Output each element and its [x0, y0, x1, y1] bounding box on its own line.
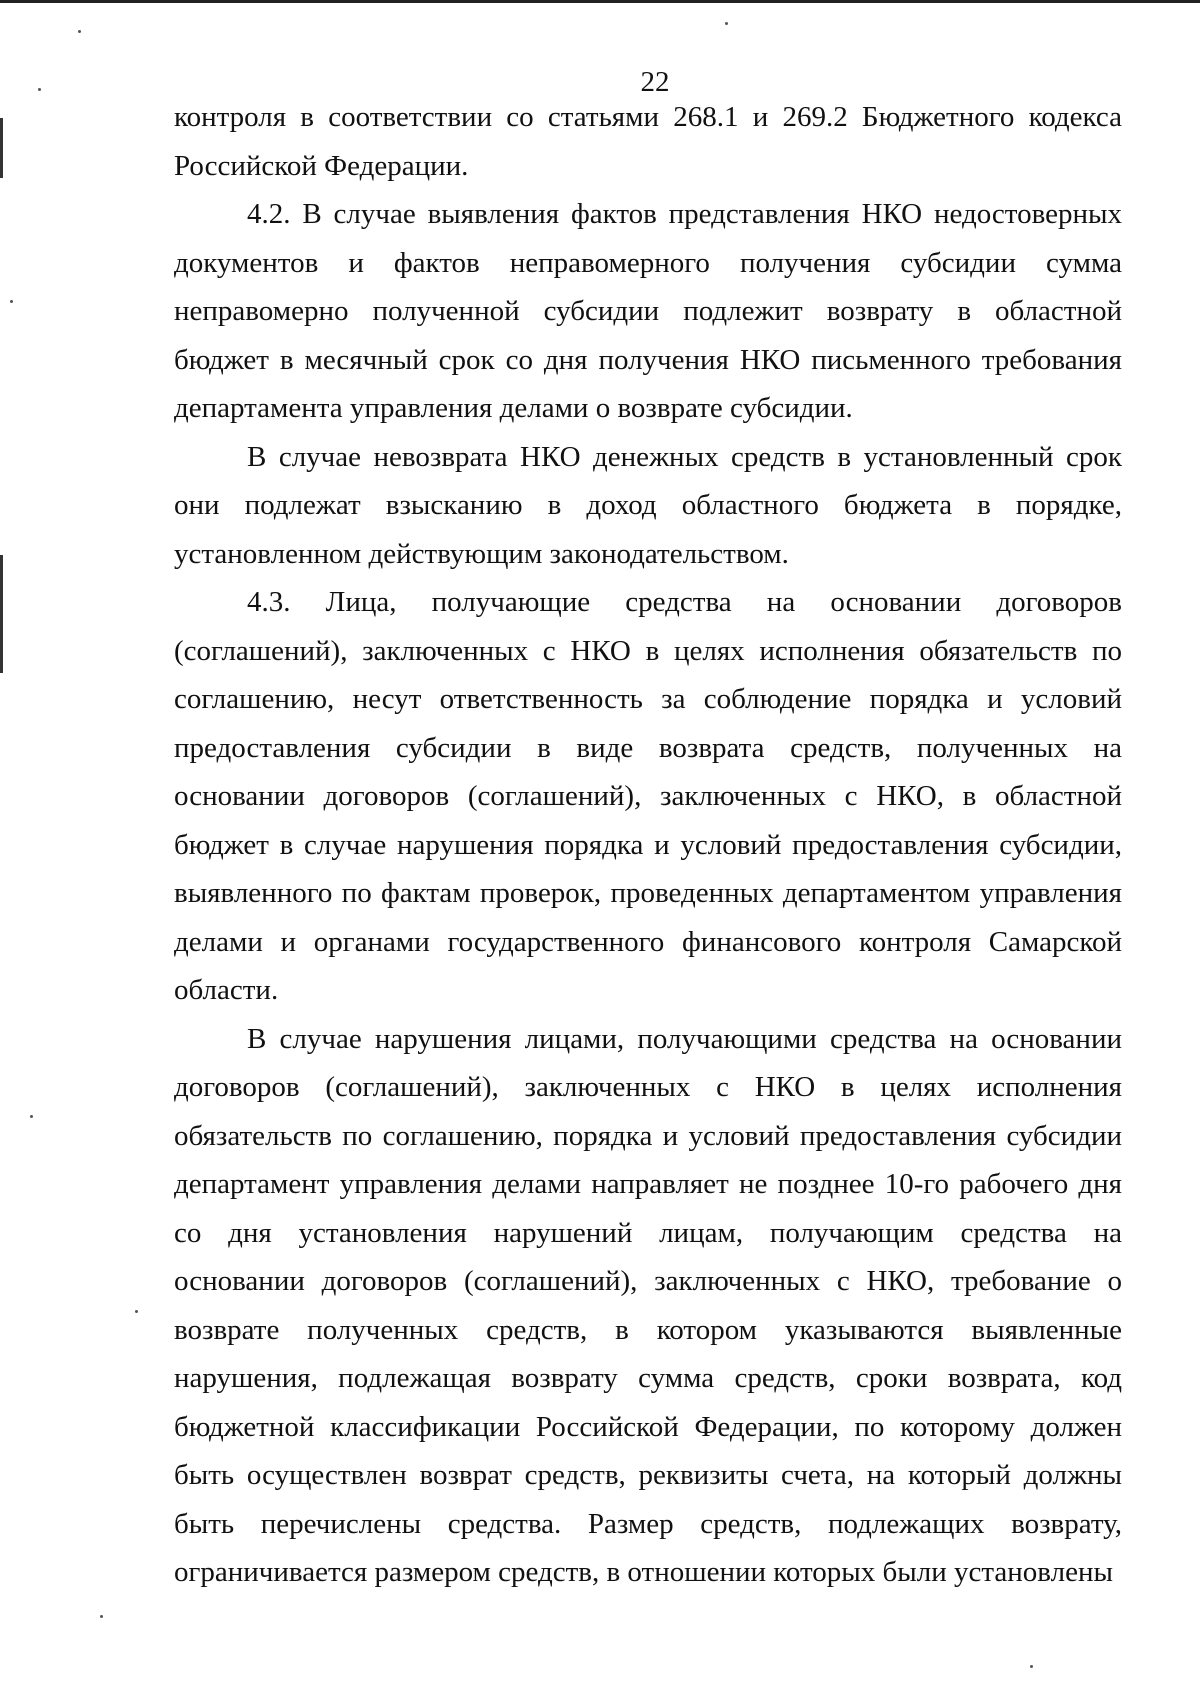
page-number: 22 — [640, 66, 670, 98]
scan-speck — [135, 1310, 138, 1313]
paragraph-clause-4-2: 4.2. В случае выявления фактов представления НКО недостоверных документов и фактов неправомерного получения субсидии сумма неправомерно полученной субсидии подлежит возврату в областной бюджет в месячный срок со дня получения НКО письменного требования департамента управления делами о возврате субсидии. — [174, 198, 1122, 424]
scan-speck — [1030, 1665, 1033, 1668]
document-body — [174, 93, 1122, 1597]
scan-speck — [725, 22, 728, 25]
scan-left-edge-mark — [0, 118, 3, 178]
paragraph-control-reference: контроля в соответствии со статьями 268.1 и 269.2 Бюджетного кодекса Российской Федерации. — [174, 101, 1122, 182]
scan-speck — [10, 300, 13, 303]
scan-speck — [100, 1615, 103, 1618]
scan-speck — [78, 30, 81, 33]
scan-top-edge-line — [0, 0, 1200, 3]
paragraph-non-return-recovery: В случае невозврата НКО денежных средств в установленный срок они подлежат взысканию в доход областного бюджета в порядке, установленном действующим законодательством. — [174, 440, 1122, 570]
scan-left-edge-mark — [0, 555, 3, 673]
scan-speck — [30, 1115, 33, 1118]
paragraph-violation-return-demand: В случае нарушения лицами, получающими средства на основании договоров (соглашений), заключенных с НКО в целях исполнения обязательств по соглашению, порядка и условий предоставления субсидии департамент управления делами направляет не позднее 10-го рабочего дня со дня установления нарушений лицам, получающим средства на основании договоров (соглашений), заключенных с НКО, требование о возврате полученных средств, в котором указываются выявленные нарушения, подлежащая возврату сумма средств, сроки возврата, код бюджетной классификации Российской Федерации, по которому должен быть осуществлен возврат средств, реквизиты счета, на который должны быть перечислены средства. Размер средств, подлежащих возврату, ограничивается размером средств, в отношении которых были установлены — [174, 1022, 1122, 1588]
paragraph-clause-4-3: 4.3. Лица, получающие средства на основании договоров (соглашений), заключенных с НКО в целях исполнения обязательств по соглашению, несут ответственность за соблюдение порядка и условий предоставления субсидии в виде возврата средств, полученных на основании договоров (соглашений), заключенных с НКО, в областной бюджет в случае нарушения порядка и условий предоставления субсидии, выявленного по фактам проверок, проведенных департаментом управления делами и органами государственного финансового контроля Самарской области. — [174, 586, 1122, 1006]
